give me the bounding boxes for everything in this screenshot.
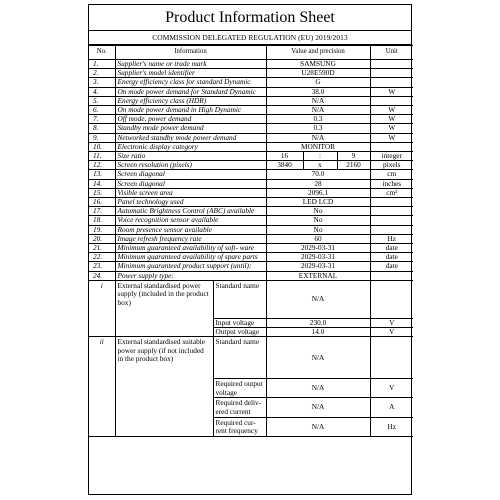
table-row <box>89 170 413 179</box>
table-row <box>89 262 413 271</box>
row-unit <box>370 216 413 225</box>
row-value: EXTERNAL <box>266 271 370 280</box>
row-no: 12. <box>89 161 115 170</box>
row-unit: inches <box>370 179 413 188</box>
row-info: Standby mode power demand <box>115 124 266 133</box>
table-row <box>89 142 413 151</box>
regulation-line: COMMISSION DELEGATED REGULATION (EU) 2019/2013 <box>89 31 411 45</box>
table-row <box>89 253 413 262</box>
row-value: 2096.1 <box>266 188 370 197</box>
table-row <box>89 216 413 225</box>
row-info: Room presence sensor available <box>115 225 266 234</box>
row-no: 7. <box>89 115 115 124</box>
table-row <box>89 78 413 87</box>
product-information-sheet <box>88 4 412 495</box>
row-no: 15. <box>89 188 115 197</box>
row-info: Size ratio <box>115 152 266 161</box>
required-frequency-value: N/A <box>266 417 370 436</box>
row-no: 8. <box>89 124 115 133</box>
row-no: 10. <box>89 142 115 151</box>
row-info: Minimum guaranteed product support (until): <box>115 262 266 271</box>
row-unit: date <box>370 253 413 262</box>
table-row <box>89 179 413 188</box>
power-supply-ii-description: External standardised suitable power supply (if not included in the product box) <box>115 337 213 437</box>
row-value: 70.0 <box>266 170 370 179</box>
row-value: U28E590D <box>266 69 370 78</box>
table-row <box>89 60 413 69</box>
row-unit: Hz <box>370 234 413 243</box>
row-unit <box>370 225 413 234</box>
row-info: Supplier's model identifier <box>115 69 266 78</box>
input-voltage-unit: V <box>370 318 413 327</box>
size-ratio-separator: : <box>303 152 337 161</box>
row-unit: W <box>370 124 413 133</box>
row-unit <box>370 142 413 151</box>
row-unit <box>370 78 413 87</box>
row-unit: W <box>370 115 413 124</box>
table-row <box>89 207 413 216</box>
table-row <box>89 198 413 207</box>
row-no: 23. <box>89 262 115 271</box>
row-unit: cm <box>370 170 413 179</box>
power-supply-i-standard-label: Standard name <box>213 280 266 318</box>
input-voltage-value: 230.0 <box>266 318 370 327</box>
table-row <box>89 115 413 124</box>
row-info: Supplier's name or trade mark <box>115 60 266 69</box>
table-row <box>89 124 413 133</box>
row-unit <box>370 69 413 78</box>
row-value: LED LCD <box>266 198 370 207</box>
row-info: Energy efficiency class (HDR) <box>115 96 266 105</box>
resolution-height: 2160 <box>337 161 370 170</box>
row-no: 16. <box>89 198 115 207</box>
row-info: Minimum guaranteed availability of spare parts <box>115 253 266 262</box>
row-info: Screen diagonal <box>115 170 266 179</box>
output-voltage-label: Output voltage <box>213 328 266 337</box>
row-info: On mode power demand in High Dynamic <box>115 106 266 115</box>
output-voltage-unit: V <box>370 328 413 337</box>
row-value: N/A <box>266 106 370 115</box>
table-row <box>89 244 413 253</box>
table-row <box>89 152 413 161</box>
power-supply-i-description: External standardised power supply (included in the product box) <box>115 280 213 336</box>
required-frequency-label: Required cur- rent frequency <box>213 417 266 436</box>
power-supply-i-standard-row <box>89 280 413 318</box>
row-unit: W <box>370 133 413 142</box>
row-no: 4. <box>89 87 115 96</box>
row-info: Power supply type: <box>115 271 266 280</box>
row-no: 3. <box>89 78 115 87</box>
row-unit: cm² <box>370 188 413 197</box>
row-value: MONITOR <box>266 142 370 151</box>
row-no: 13. <box>89 170 115 179</box>
row-value: N/A <box>266 133 370 142</box>
required-frequency-unit: Hz <box>370 417 413 436</box>
power-supply-ii-standard-row <box>89 337 413 379</box>
row-info: Voice recognition sensor available <box>115 216 266 225</box>
row-unit: integer <box>370 152 413 161</box>
row-no: 9. <box>89 133 115 142</box>
power-supply-i-no: i <box>89 280 115 336</box>
row-info: Electronic display category <box>115 142 266 151</box>
required-output-voltage-value: N/A <box>266 379 370 398</box>
row-unit <box>370 207 413 216</box>
row-info: Screen diagonal <box>115 179 266 188</box>
required-current-label: Required deliv- ered current <box>213 398 266 417</box>
table-row <box>89 234 413 243</box>
row-value: No <box>266 225 370 234</box>
required-output-voltage-label: Required output voltage <box>213 379 266 398</box>
required-output-voltage-unit: V <box>370 379 413 398</box>
row-value: G <box>266 78 370 87</box>
table-body <box>89 60 413 437</box>
table-row <box>89 225 413 234</box>
row-info: On mode power demand for Standard Dynamic <box>115 87 266 96</box>
row-unit: pixels <box>370 161 413 170</box>
row-info: Image refresh frequency rate <box>115 234 266 243</box>
row-unit: date <box>370 262 413 271</box>
resolution-separator: x <box>303 161 337 170</box>
row-value: SAMSUNG <box>266 60 370 69</box>
table-row <box>89 161 413 170</box>
row-value: 0.3 <box>266 124 370 133</box>
table-header <box>89 46 413 60</box>
row-value: No <box>266 216 370 225</box>
table-row <box>89 69 413 78</box>
power-supply-ii-standard-label: Standard name <box>213 337 266 379</box>
input-voltage-label: Input voltage <box>213 318 266 327</box>
row-info: Energy efficiency class for standard Dynamic <box>115 78 266 87</box>
row-no: 14. <box>89 179 115 188</box>
table-row <box>89 133 413 142</box>
row-info: Networked standby mode power demand <box>115 133 266 142</box>
row-info: Visible screen area <box>115 188 266 197</box>
row-no: 1. <box>89 60 115 69</box>
row-value: N/A <box>266 96 370 105</box>
output-voltage-value: 14.0 <box>266 328 370 337</box>
row-info: Minimum guaranteed availability of soft- ware <box>115 244 266 253</box>
size-ratio-width: 16 <box>266 152 303 161</box>
row-no: 21. <box>89 244 115 253</box>
row-unit: date <box>370 244 413 253</box>
required-current-value: N/A <box>266 398 370 417</box>
row-unit <box>370 198 413 207</box>
power-supply-ii-standard-value: N/A <box>266 337 370 379</box>
row-value: 60 <box>266 234 370 243</box>
row-value: 0.3 <box>266 115 370 124</box>
size-ratio-height: 9 <box>337 152 370 161</box>
row-no: 11. <box>89 152 115 161</box>
row-no: 6. <box>89 106 115 115</box>
row-info: Off mode, power demand <box>115 115 266 124</box>
header-value: Value and precision <box>266 46 370 60</box>
sheet-title: Product Information Sheet <box>89 5 411 31</box>
row-no: 24. <box>89 271 115 280</box>
row-unit <box>370 271 413 280</box>
row-info: Automatic Brightness Control (ABC) available <box>115 207 266 216</box>
row-value: 28 <box>266 179 370 188</box>
table-row <box>89 188 413 197</box>
row-value: 2029-03-31 <box>266 244 370 253</box>
required-current-unit: A <box>370 398 413 417</box>
row-no: 17. <box>89 207 115 216</box>
row-value: 38.0 <box>266 87 370 96</box>
power-supply-i-standard-value: N/A <box>266 280 370 318</box>
row-no: 18. <box>89 216 115 225</box>
row-value: 2029-03-31 <box>266 253 370 262</box>
row-unit <box>370 96 413 105</box>
header-information: Information <box>115 46 266 60</box>
table-row <box>89 106 413 115</box>
row-value: 2029-03-31 <box>266 262 370 271</box>
row-info: Panel technology used <box>115 198 266 207</box>
header-no: No. <box>89 46 115 60</box>
row-info: Screen resolution (pixels) <box>115 161 266 170</box>
row-no: 20. <box>89 234 115 243</box>
row-no: 19. <box>89 225 115 234</box>
info-table <box>89 45 413 437</box>
row-unit: W <box>370 106 413 115</box>
row-no: 5. <box>89 96 115 105</box>
resolution-width: 3840 <box>266 161 303 170</box>
table-row <box>89 271 413 280</box>
row-value: No <box>266 207 370 216</box>
row-no: 22. <box>89 253 115 262</box>
table-row <box>89 96 413 105</box>
row-unit <box>370 60 413 69</box>
table-row <box>89 87 413 96</box>
header-unit: Unit <box>370 46 413 60</box>
row-unit: W <box>370 87 413 96</box>
power-supply-ii-no: ii <box>89 337 115 437</box>
row-no: 2. <box>89 69 115 78</box>
